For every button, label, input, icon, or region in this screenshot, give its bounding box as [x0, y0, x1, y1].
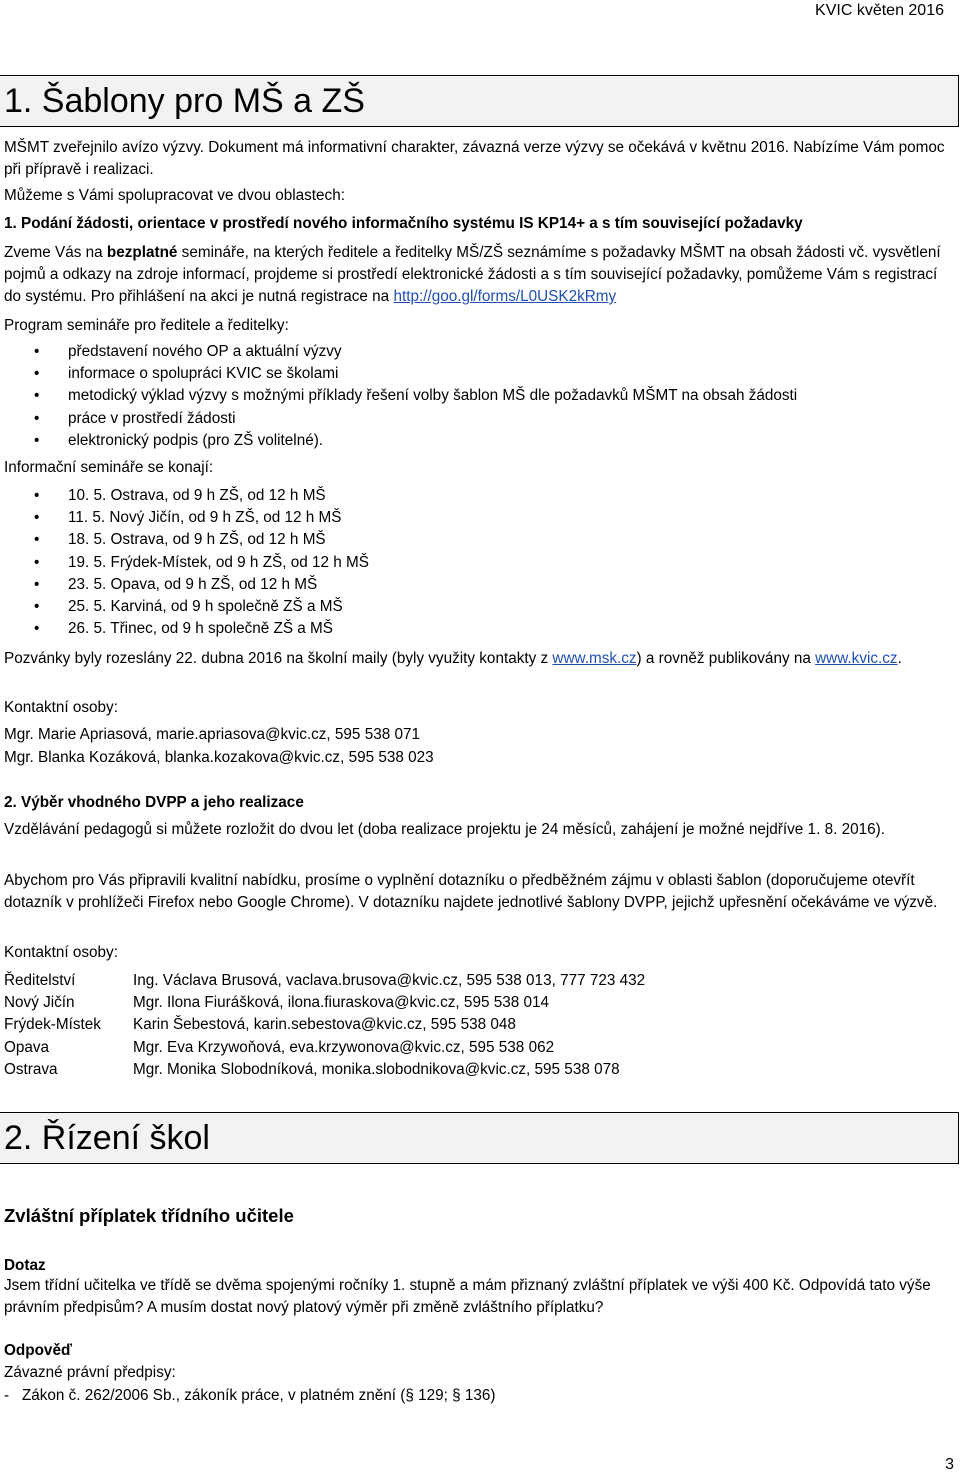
section1-heading-box	[0, 75, 959, 127]
list-item: • elektronický podpis (pro ZŠ volitelné).	[0, 430, 940, 452]
list-item: • práce v prostředí žádosti	[0, 408, 940, 430]
program-list	[0, 341, 940, 452]
dvpp-paragraph: Vzdělávání pedagogů si můžete rozložit do dvou let (doba realizace projektu je 24 měsíců, zahájení je možné nejdříve 1. 8. 2016).	[4, 821, 885, 838]
section1-title: 1. Šablony pro MŠ a ZŠ	[4, 82, 365, 120]
p1-text-a: Zveme Vás na	[4, 244, 107, 261]
list-item: • 10. 5. Ostrava, od 9 h ZŠ, od 12 h MŠ	[0, 485, 940, 507]
bullet-icon: •	[34, 531, 40, 549]
program-label: Program semináře pro ředitele a ředitelky:	[4, 317, 289, 334]
list-item: • 26. 5. Třinec, od 9 h společně ZŠ a MŠ	[0, 618, 940, 640]
contact-row: Ředitelství Ing. Václava Brusová, vaclava.brusova@kvic.cz, 595 538 013, 777 723 432	[4, 972, 646, 989]
page-number: 3	[945, 1456, 954, 1473]
subsection1-paragraph	[4, 242, 949, 308]
contact-row: Frýdek-Místek Karin Šebestová, karin.sebestova@kvic.cz, 595 538 048	[4, 1016, 516, 1033]
bullet-icon: •	[34, 553, 40, 571]
bullet-icon: •	[34, 487, 40, 504]
p1-bold: bezplatné	[106, 244, 178, 261]
p1-text-b: semináře, na kterých ředitele a ředitelky MŠ/ZŠ seznámíme s požadavky MŠMT na obsah žádosti vč. vysvětlení pojmů a odkazy na zdroje informací, projdeme si prostředí elektronické žádosti a s tím související požadavky, pomůžeme Vám s registrací do systému. Pro přihlášení na akci je nutná registrace na	[4, 244, 941, 305]
list-item: • 23. 5. Opava, od 9 h ZŠ, od 12 h MŠ	[0, 574, 940, 596]
list-item: • 19. 5. Frýdek-Místek, od 9 h ZŠ, od 12 h MŠ	[0, 552, 940, 574]
list-item: • 25. 5. Karviná, od 9 h společně ZŠ a MŠ	[0, 596, 940, 618]
bullet-icon: •	[34, 431, 40, 449]
answer-label: Odpověď	[4, 1342, 72, 1359]
msk-link[interactable]: www.msk.cz	[552, 650, 637, 667]
bullet-icon: •	[34, 343, 40, 360]
seminars-list	[0, 485, 940, 640]
contact-row: Ostrava Mgr. Monika Slobodníková, monika.slobodnikova@kvic.cz, 595 538 078	[4, 1061, 620, 1078]
running-header: KVIC květen 2016	[815, 2, 944, 19]
contact-row: Nový Jičín Mgr. Ilona Fiurášková, ilona.fiuraskova@kvic.cz, 595 538 014	[4, 994, 550, 1011]
bullet-icon: •	[34, 575, 40, 593]
questionnaire-paragraph: Abychom pro Vás připravili kvalitní nabídku, prosíme o vyplnění dotazníku o předběžném zájmu v oblasti šablon (doporučujeme otevřít dotazník v prohlížeči Firefox nebo Google Chrome). V dotazníku najdete jednotlivé šablony DVPP, jejichž upřesnění očekáváme ve výzvě.	[4, 872, 938, 911]
contacts-label: Kontaktní osoby:	[4, 699, 118, 716]
question-text: Jsem třídní učitelka ve třídě se dvěma spojenými ročníky 1. stupně a mám přiznaný zvláštní příplatek ve výši 400 Kč. Odpovídá tato výše právním předpisům? A musím dostat nový platový výměr při změně zvláštního příplatku?	[4, 1277, 931, 1316]
section1-intro: MŠMT zveřejnilo avízo výzvy. Dokument má informativní charakter, závazná verze výzvy se očekává v květnu 2016. Nabízíme Vám pomoc při přípravě i realizaci.	[4, 139, 945, 178]
bullet-icon: •	[34, 409, 40, 427]
subsection2-heading: 2. Výběr vhodného DVPP a jeho realizace	[4, 794, 304, 811]
subheading-class-teacher: Zvláštní příplatek třídního učitele	[4, 1205, 294, 1226]
registration-link[interactable]: http://goo.gl/forms/L0USK2kRmy	[393, 288, 617, 305]
list-item: • metodický výklad výzvy s možnými příklady řešení volby šablon MŠ dle požadavků MŠMT na obsah žádosti	[0, 385, 940, 407]
kvic-link[interactable]: www.kvic.cz	[815, 650, 898, 667]
section2-heading-box	[0, 1112, 959, 1164]
bullet-icon: •	[34, 387, 40, 405]
contact-apriasova: Mgr. Marie Apriasová, marie.apriasova@kvic.cz, 595 538 071	[4, 726, 420, 743]
answer-law-item: - Zákon č. 262/2006 Sb., zákoník práce, v platném znění (§ 129; § 136)	[4, 1387, 496, 1404]
bullet-icon: •	[34, 620, 40, 638]
invitations-paragraph: Pozvánky byly rozeslány 22. dubna 2016 na školní maily (byly využity kontakty z www.msk.cz) a rovněž publikovány na www.kvic.cz.	[4, 650, 902, 667]
contacts2-label: Kontaktní osoby:	[4, 944, 118, 961]
seminars-label: Informační semináře se konají:	[4, 459, 214, 476]
answer-text: Závazné právní předpisy:	[4, 1364, 176, 1381]
bullet-icon: •	[34, 509, 40, 527]
section2-title: 2. Řízení škol	[4, 1119, 210, 1157]
contact-kozakova: Mgr. Blanka Kozáková, blanka.kozakova@kvic.cz, 595 538 023	[4, 749, 434, 766]
subsection1-heading: 1. Podání žádosti, orientace v prostředí nového informačního systému IS KP14+ a s tím související požadavky	[4, 215, 803, 232]
contact-row: Opava Mgr. Eva Krzywoňová, eva.krzywonova@kvic.cz, 595 538 062	[4, 1039, 555, 1056]
list-item: • 11. 5. Nový Jičín, od 9 h ZŠ, od 12 h MŠ	[0, 507, 940, 529]
bullet-icon: •	[34, 598, 40, 616]
list-item: • představení nového OP a aktuální výzvy	[0, 341, 940, 363]
bullet-icon: •	[34, 365, 40, 383]
question-label: Dotaz	[4, 1257, 46, 1274]
list-item: • 18. 5. Ostrava, od 9 h ZŠ, od 12 h MŠ	[0, 529, 940, 551]
list-item: • informace o spolupráci KVIC se školami	[0, 363, 940, 385]
section1-coop: Můžeme s Vámi spolupracovat ve dvou oblastech:	[4, 187, 345, 204]
